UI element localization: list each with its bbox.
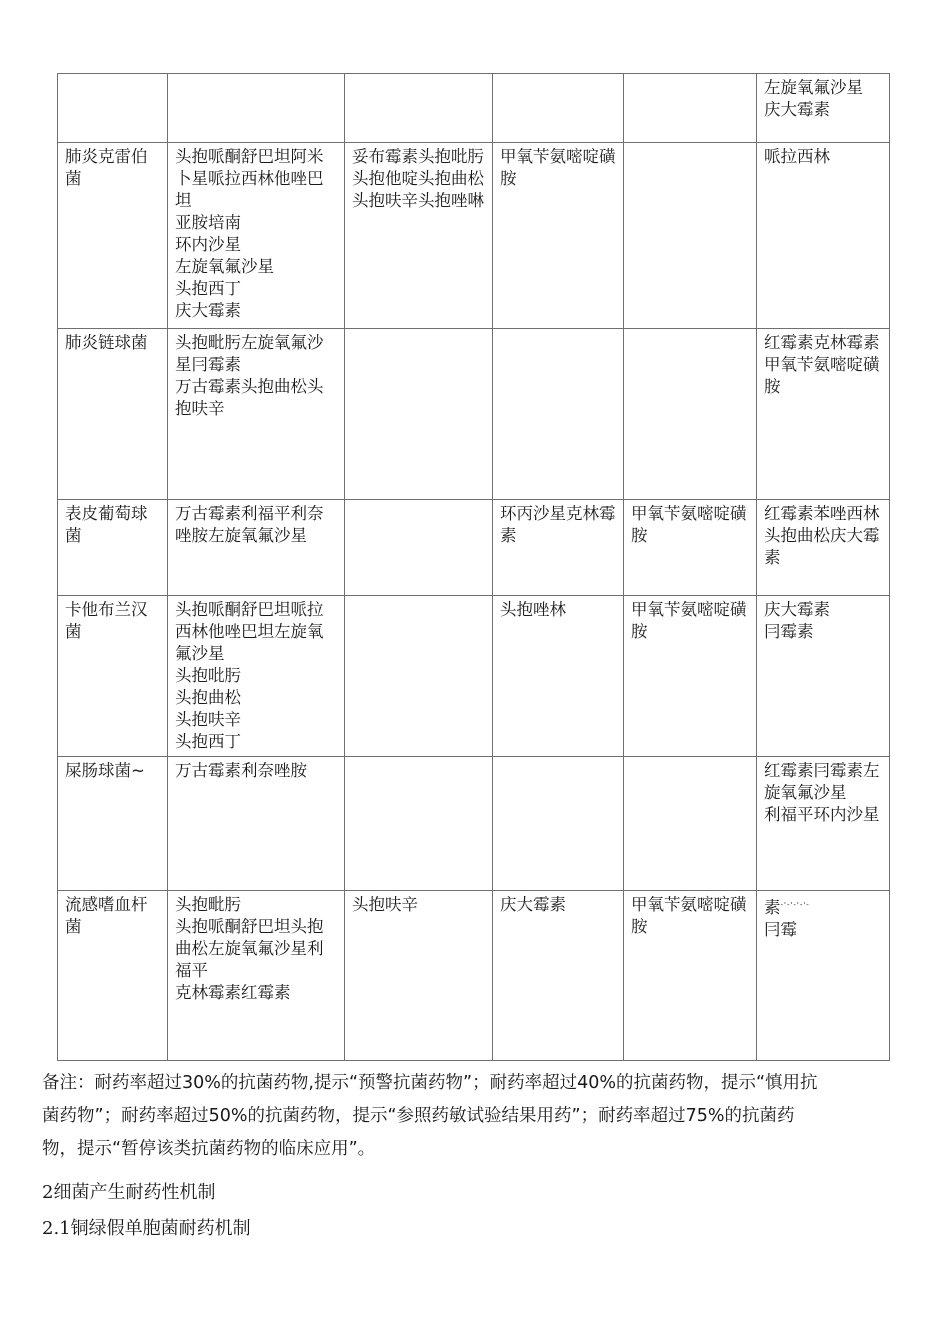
cell-text: 甲氧苄氨嘧啶磺胺	[631, 504, 747, 545]
cell-text: 庆大霉素	[764, 100, 830, 119]
cell-text: 屎肠球菌~	[65, 761, 145, 780]
cell-text: 庆大霉素	[175, 301, 241, 320]
cell-text: 哌拉西林	[764, 147, 830, 166]
drug-list-cell	[624, 329, 757, 500]
cell-text: 万古霉素利福平利奈唑胺左旋氧氟沙星	[175, 504, 324, 545]
cell-text: 甲氧苄氨嘧啶磺胺	[500, 147, 616, 188]
cell-text: 万古霉素利奈唑胺	[175, 761, 307, 780]
drug-list-cell	[345, 500, 493, 596]
cell-text: 头抱毗肟	[175, 895, 241, 914]
cell-text: 素	[764, 898, 781, 917]
table-row	[58, 757, 890, 891]
table-row	[58, 74, 890, 143]
drug-list-cell	[345, 74, 493, 143]
cell-text: 红霉素苯唑西林头抱曲松庆大霉素	[764, 504, 880, 567]
drug-list-cell	[624, 500, 757, 596]
cell-text: 克林霉素红霉素	[175, 983, 291, 1002]
antibiotic-resistance-table	[57, 73, 890, 1061]
bacteria-name-cell	[58, 500, 168, 596]
cell-text: 左旋氧氟沙星	[175, 257, 274, 276]
drug-list-cell	[345, 757, 493, 891]
cell-text: 妥布霉素头抱吡肟头抱他啶头抱曲松头抱呋辛头抱唑啉	[352, 147, 484, 210]
cell-text: 甲氧苄氨嘧啶磺胺	[631, 895, 747, 936]
bacteria-name-cell	[58, 891, 168, 1061]
cell-text: 头抱吡肟	[175, 666, 241, 685]
cell-text: 头抱哌酮舒巴坦阿米卜星哌拉西林他唑巴坦	[175, 147, 324, 210]
cell-text: 甲氧苄氨嘧啶磺胺	[631, 600, 747, 641]
cell-text: 头抱唑林	[500, 600, 566, 619]
table-row	[58, 891, 890, 1061]
drug-list-cell	[168, 500, 345, 596]
table-body	[58, 74, 890, 1061]
table-row	[58, 500, 890, 596]
cell-text: 左旋氧氟沙星	[764, 78, 863, 97]
drug-list-cell	[493, 757, 624, 891]
drug-list-cell	[345, 891, 493, 1061]
drug-list-cell	[345, 143, 493, 329]
drug-list-cell	[624, 891, 757, 1061]
cell-text: 环丙沙星克林霉素	[500, 504, 616, 545]
drug-list-cell	[168, 596, 345, 757]
bacteria-name-cell	[58, 757, 168, 891]
cell-text: 头抱呋辛	[352, 895, 418, 914]
cell-text: 冃霉素	[764, 622, 814, 641]
drug-list-cell	[493, 74, 624, 143]
drug-list-cell	[345, 329, 493, 500]
table-row	[58, 143, 890, 329]
drug-list-cell	[757, 500, 890, 596]
cell-text: 头抱西丁	[175, 279, 241, 298]
bacteria-name-cell	[58, 596, 168, 757]
cell-text: 亚胺培南	[175, 213, 241, 232]
drug-list-cell	[624, 143, 757, 329]
cell-text: 头抱哌酮舒巴坦哌拉西林他唑巴坦左旋氧氟沙星	[175, 600, 324, 663]
cell-text: 头抱呋辛	[175, 710, 241, 729]
cell-text: 头抱毗肟左旋氧氟沙星冃霉素	[175, 333, 324, 374]
cell-text: 冃霉	[764, 920, 797, 939]
drug-list-cell	[757, 596, 890, 757]
drug-list-cell	[168, 891, 345, 1061]
cell-text: 头抱西丁	[175, 732, 241, 751]
cell-text: 头抱曲松	[175, 688, 241, 707]
drug-list-cell	[757, 757, 890, 891]
cell-text: 红霉素冃霉素左旋氧氟沙星	[764, 761, 880, 802]
drug-list-cell	[757, 143, 890, 329]
drug-list-cell	[493, 143, 624, 329]
subsection-heading: 2.1铜绿假单胞菌耐药机制	[42, 1218, 251, 1239]
bacteria-name-cell	[58, 329, 168, 500]
drug-list-cell	[757, 74, 890, 143]
cell-text: 流感嗜血杆菌	[65, 895, 148, 936]
cell-text: 利福平环内沙星	[764, 805, 880, 824]
cell-text: 万古霉素头抱曲松头抱呋辛	[175, 377, 324, 418]
drug-list-cell	[345, 596, 493, 757]
cell-text: 表皮葡萄球菌	[65, 504, 148, 545]
drug-list-cell	[493, 891, 624, 1061]
drug-list-cell	[493, 596, 624, 757]
drug-list-cell	[168, 74, 345, 143]
drug-list-cell	[624, 74, 757, 143]
ocr-artifact-mark: -'-'-'-'-	[780, 901, 810, 909]
section-heading: 2细菌产生耐药性机制	[42, 1182, 216, 1203]
drug-list-cell	[168, 757, 345, 891]
table-footnote: 备注：耐药率超过30%的抗菌药物,提示“预警抗菌药物”；耐药率超过40%的抗菌药物，提示“慎用抗菌药物”；耐药率超过50%的抗菌药物，提示“参照药敏试验结果用药”；耐药率超过75%的抗菌药物，提示“暂停该类抗菌药物的临床应用”。	[42, 1073, 818, 1159]
drug-list-cell	[757, 891, 890, 1061]
cell-text: 肺炎克雷伯菌	[65, 147, 148, 188]
drug-list-cell	[757, 329, 890, 500]
drug-list-cell	[493, 500, 624, 596]
table-row	[58, 596, 890, 757]
drug-list-cell	[624, 596, 757, 757]
cell-text: 头抱哌酮舒巴坦头抱曲松左旋氧氟沙星利福平	[175, 917, 324, 980]
drug-list-cell	[168, 329, 345, 500]
cell-text: 庆大霉素	[764, 600, 830, 619]
cell-text: 肺炎链球菌	[65, 333, 148, 352]
drug-list-cell	[493, 329, 624, 500]
table-row	[58, 329, 890, 500]
bacteria-name-cell	[58, 143, 168, 329]
bacteria-name-cell	[58, 74, 168, 143]
cell-text: 卡他布兰汉菌	[65, 600, 148, 641]
drug-list-cell	[168, 143, 345, 329]
drug-list-cell	[624, 757, 757, 891]
cell-text: 庆大霉素	[500, 895, 566, 914]
cell-text: 红霉素克林霉素甲氧苄氨嘧啶磺胺	[764, 333, 880, 396]
cell-text: 环内沙星	[175, 235, 241, 254]
